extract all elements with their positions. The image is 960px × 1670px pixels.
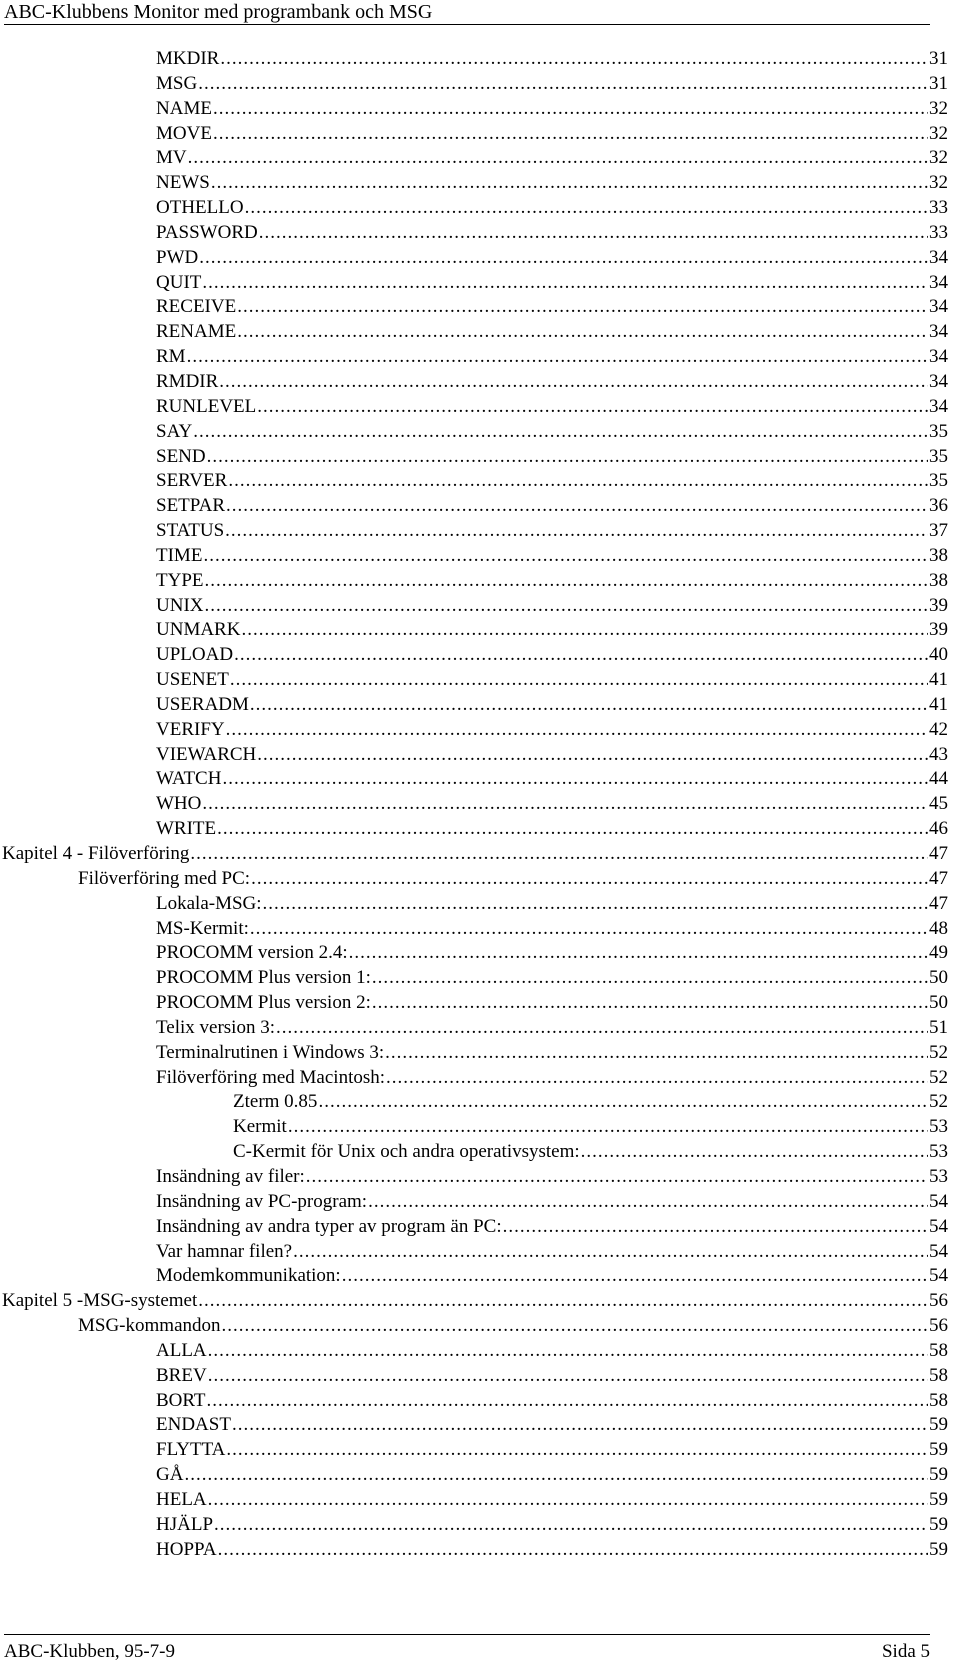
toc-entry-page: 54 [929, 1265, 948, 1287]
toc-entry-title: USERADM [156, 693, 249, 715]
toc-entry-title: C-Kermit för Unix och andra operativsystem: [233, 1141, 580, 1163]
toc-entry-page: 46 [929, 818, 948, 840]
toc-entry-page: 32 [929, 172, 948, 194]
toc-entry-title: Insändning av filer: [156, 1165, 305, 1187]
toc-entry-title: ALLA [156, 1339, 207, 1361]
toc-dot-leader [232, 1412, 928, 1437]
toc-entry[interactable] [0, 518, 948, 543]
toc-entry[interactable] [0, 369, 948, 394]
toc-entry[interactable] [0, 1437, 948, 1462]
toc-entry[interactable] [0, 742, 948, 767]
toc-entry[interactable] [0, 1239, 948, 1264]
toc-entry-title: TYPE [156, 569, 204, 591]
toc-dot-leader [213, 121, 928, 146]
toc-entry-title: FLYTTA [156, 1439, 226, 1461]
toc-entry-title: RMDIR [156, 370, 219, 392]
toc-dot-leader [318, 1089, 928, 1114]
toc-entry-page: 36 [929, 495, 948, 517]
toc-entry-page: 42 [929, 718, 948, 740]
toc-entry[interactable] [0, 1263, 948, 1288]
toc-entry[interactable] [0, 642, 948, 667]
toc-entry-title: Insändning av PC-program: [156, 1190, 368, 1212]
toc-dot-leader [220, 46, 928, 71]
toc-entry[interactable] [0, 1214, 948, 1239]
toc-entry[interactable] [0, 692, 948, 717]
toc-dot-leader [257, 394, 928, 419]
toc-entry[interactable] [0, 270, 948, 295]
toc-entry[interactable] [0, 1040, 948, 1065]
toc-entry-page: 56 [929, 1315, 948, 1337]
toc-entry[interactable] [0, 916, 948, 941]
toc-entry-page: 38 [929, 569, 948, 591]
toc-dot-leader [372, 965, 928, 990]
toc-entry[interactable] [0, 294, 948, 319]
toc-entry-page: 34 [929, 271, 948, 293]
toc-entry-page: 59 [929, 1513, 948, 1535]
toc-dot-leader [205, 568, 929, 593]
toc-entry-page: 58 [929, 1339, 948, 1361]
toc-entry-title: OTHELLO [156, 197, 244, 219]
toc-entry-page: 50 [929, 992, 948, 1014]
footer-page-number: Sida 5 [881, 1641, 930, 1662]
toc-entry-page: 33 [929, 221, 948, 243]
toc-dot-leader [219, 369, 928, 394]
toc-entry-page: 34 [929, 246, 948, 268]
toc-entry-title: NAME [156, 97, 212, 119]
toc-entry-page: 54 [929, 1190, 948, 1212]
toc-entry-title: Modemkommunikation: [156, 1265, 341, 1287]
toc-entry-title: WRITE [156, 818, 217, 840]
toc-entry-title: PASSWORD [156, 221, 258, 243]
page-footer [4, 1634, 930, 1662]
table-of-contents [0, 46, 948, 1561]
toc-dot-leader [245, 195, 928, 220]
toc-entry-title: UNMARK [156, 619, 241, 641]
toc-entry-page: 32 [929, 97, 948, 119]
toc-entry[interactable] [0, 543, 948, 568]
toc-dot-leader [218, 1537, 928, 1562]
toc-entry[interactable] [0, 419, 948, 444]
toc-dot-leader [225, 518, 928, 543]
toc-entry-title: SETPAR [156, 495, 225, 517]
toc-entry-title: Lokala-MSG: [156, 892, 262, 914]
toc-dot-leader [251, 866, 928, 891]
toc-entry-page: 45 [929, 793, 948, 815]
toc-entry-title: PWD [156, 246, 199, 268]
toc-entry-title: Filöverföring med Macintosh: [156, 1066, 386, 1088]
toc-dot-leader [234, 642, 928, 667]
toc-entry[interactable] [0, 1139, 948, 1164]
toc-entry[interactable] [0, 990, 948, 1015]
toc-dot-leader [198, 71, 928, 96]
toc-dot-leader [188, 145, 928, 170]
toc-dot-leader [263, 891, 928, 916]
toc-entry-page: 34 [929, 370, 948, 392]
toc-entry-page: 47 [929, 892, 948, 914]
toc-entry[interactable] [0, 1065, 948, 1090]
toc-entry-page: 53 [929, 1165, 948, 1187]
toc-entry-page: 39 [929, 594, 948, 616]
toc-entry-title: ENDAST [156, 1414, 231, 1436]
toc-dot-leader [306, 1164, 928, 1189]
toc-entry-page: 50 [929, 967, 948, 989]
toc-dot-leader [226, 493, 928, 518]
toc-dot-leader [222, 766, 928, 791]
toc-entry[interactable] [0, 568, 948, 593]
toc-entry-title: MV [156, 147, 187, 169]
toc-entry-title: BREV [156, 1364, 207, 1386]
toc-entry[interactable] [0, 344, 948, 369]
toc-entry[interactable] [0, 1512, 948, 1537]
toc-dot-leader [198, 1288, 928, 1313]
toc-entry-page: 32 [929, 122, 948, 144]
toc-entry-title: MKDIR [156, 48, 220, 69]
toc-entry-page: 34 [929, 346, 948, 368]
toc-dot-leader [349, 940, 928, 965]
toc-dot-leader [581, 1139, 928, 1164]
footer-date: ABC-Klubben, 95-7-9 [4, 1641, 175, 1662]
toc-entry-page: 41 [929, 669, 948, 691]
toc-entry[interactable] [0, 145, 948, 170]
toc-entry-title: PROCOMM Plus version 1: [156, 967, 371, 989]
toc-entry[interactable] [0, 170, 948, 195]
toc-entry-page: 41 [929, 693, 948, 715]
toc-entry-page: 35 [929, 420, 948, 442]
toc-dot-leader [259, 220, 928, 245]
toc-dot-leader [190, 841, 928, 866]
toc-entry-title: RECEIVE [156, 296, 237, 318]
toc-entry-page: 47 [929, 843, 948, 864]
toc-entry[interactable] [0, 717, 948, 742]
toc-dot-leader [226, 1437, 928, 1462]
toc-entry-page: 59 [929, 1538, 948, 1560]
toc-entry[interactable] [0, 1288, 948, 1313]
toc-entry-title: PROCOMM version 2.4: [156, 942, 348, 964]
toc-entry[interactable] [0, 1313, 948, 1338]
toc-entry-page: 38 [929, 544, 948, 566]
toc-entry[interactable] [0, 245, 948, 270]
toc-entry-title: UNIX [156, 594, 204, 616]
toc-dot-leader [208, 1487, 928, 1512]
toc-dot-leader [237, 294, 928, 319]
toc-entry-title: WHO [156, 793, 202, 815]
document-title: ABC-Klubbens Monitor med programbank och MSG [4, 1, 433, 23]
toc-entry-title: Filöverföring med PC: [78, 867, 251, 889]
toc-entry-title: HELA [156, 1488, 207, 1510]
toc-entry-page: 37 [929, 520, 948, 542]
toc-dot-leader [202, 791, 928, 816]
toc-dot-leader [288, 1114, 928, 1139]
toc-dot-leader [257, 742, 928, 767]
toc-dot-leader [184, 1462, 928, 1487]
toc-entry[interactable] [0, 394, 948, 419]
toc-entry[interactable] [0, 940, 948, 965]
toc-entry-page: 43 [929, 743, 948, 765]
toc-entry-page: 39 [929, 619, 948, 641]
toc-entry-page: 59 [929, 1488, 948, 1510]
toc-entry-title: Kapitel 4 - Filöverföring [2, 843, 190, 864]
toc-entry[interactable] [0, 444, 948, 469]
toc-entry[interactable] [0, 220, 948, 245]
toc-entry-page: 44 [929, 768, 948, 790]
toc-dot-leader [213, 96, 928, 121]
toc-entry-page: 31 [929, 72, 948, 94]
toc-entry-page: 54 [929, 1215, 948, 1237]
toc-entry-title: Telix version 3: [156, 1016, 275, 1038]
toc-entry-title: STATUS [156, 520, 225, 542]
toc-dot-leader [386, 1065, 928, 1090]
toc-entry-title: NEWS [156, 172, 210, 194]
toc-entry[interactable] [0, 46, 948, 71]
toc-dot-leader [211, 170, 928, 195]
toc-entry[interactable] [0, 121, 948, 146]
toc-entry-title: Zterm 0.85 [233, 1091, 318, 1113]
toc-entry-title: PROCOMM Plus version 2: [156, 992, 371, 1014]
toc-entry-page: 58 [929, 1364, 948, 1386]
toc-entry-title: MS-Kermit: [156, 917, 249, 939]
toc-dot-leader [250, 916, 928, 941]
toc-dot-leader [342, 1263, 928, 1288]
toc-entry-page: 53 [929, 1141, 948, 1163]
toc-entry[interactable] [0, 1114, 948, 1139]
toc-entry-page: 58 [929, 1389, 948, 1411]
toc-dot-leader [368, 1189, 928, 1214]
toc-entry-page: 52 [929, 1041, 948, 1063]
toc-entry-page: 51 [929, 1016, 948, 1038]
toc-dot-leader [187, 344, 928, 369]
toc-entry-title: QUIT [156, 271, 202, 293]
toc-entry-page: 56 [929, 1290, 948, 1312]
toc-entry-title: MSG-kommandon [78, 1315, 221, 1337]
toc-entry[interactable] [0, 1487, 948, 1512]
toc-entry[interactable] [0, 71, 948, 96]
page-header [4, 0, 930, 25]
toc-entry[interactable] [0, 195, 948, 220]
toc-entry[interactable] [0, 1363, 948, 1388]
toc-entry-page: 34 [929, 321, 948, 343]
toc-entry-title: VERIFY [156, 718, 225, 740]
toc-dot-leader [293, 1239, 928, 1264]
toc-entry-title: VIEWARCH [156, 743, 257, 765]
toc-entry-title: USENET [156, 669, 229, 691]
toc-entry-title: HJÄLP [156, 1513, 214, 1535]
toc-entry[interactable] [0, 1164, 948, 1189]
toc-entry[interactable] [0, 866, 948, 891]
toc-entry-title: GÅ [156, 1464, 184, 1486]
toc-entry-page: 59 [929, 1439, 948, 1461]
toc-entry-page: 33 [929, 197, 948, 219]
toc-entry-page: 59 [929, 1464, 948, 1486]
toc-dot-leader [203, 543, 928, 568]
toc-dot-leader [237, 319, 928, 344]
toc-entry-title: MSG [156, 72, 198, 94]
toc-dot-leader [208, 1338, 928, 1363]
toc-dot-leader [250, 692, 928, 717]
toc-entry-page: 31 [929, 48, 948, 69]
toc-dot-leader [202, 270, 928, 295]
toc-entry-title: SERVER [156, 470, 228, 492]
toc-entry-title: BORT [156, 1389, 206, 1411]
toc-dot-leader [385, 1040, 928, 1065]
toc-entry[interactable] [0, 319, 948, 344]
toc-dot-leader [241, 617, 928, 642]
toc-entry-page: 59 [929, 1414, 948, 1436]
toc-entry[interactable] [0, 1412, 948, 1437]
toc-entry-page: 47 [929, 867, 948, 889]
toc-entry-page: 34 [929, 296, 948, 318]
toc-entry-title: UPLOAD [156, 644, 234, 666]
toc-entry-page: 53 [929, 1116, 948, 1138]
toc-entry-page: 52 [929, 1066, 948, 1088]
toc-entry[interactable] [0, 493, 948, 518]
toc-entry-page: 49 [929, 942, 948, 964]
toc-entry[interactable] [0, 1338, 948, 1363]
toc-dot-leader [226, 717, 928, 742]
toc-dot-leader [228, 468, 928, 493]
toc-entry[interactable] [0, 593, 948, 618]
toc-entry-title: Terminalrutinen i Windows 3: [156, 1041, 385, 1063]
toc-entry-page: 52 [929, 1091, 948, 1113]
toc-entry-page: 35 [929, 445, 948, 467]
toc-dot-leader [222, 1313, 929, 1338]
toc-dot-leader [208, 1363, 928, 1388]
toc-entry[interactable] [0, 96, 948, 121]
toc-entry-page: 40 [929, 644, 948, 666]
toc-entry-page: 54 [929, 1240, 948, 1262]
toc-entry[interactable] [0, 816, 948, 841]
toc-dot-leader [193, 419, 928, 444]
toc-dot-leader [205, 593, 929, 618]
toc-entry[interactable] [0, 965, 948, 990]
toc-entry-title: MOVE [156, 122, 212, 144]
toc-entry[interactable] [0, 841, 948, 866]
toc-entry[interactable] [0, 617, 948, 642]
toc-entry-title: RM [156, 346, 186, 368]
toc-entry[interactable] [0, 1388, 948, 1413]
toc-entry-title: RENAME [156, 321, 237, 343]
toc-entry-title: TIME [156, 544, 203, 566]
toc-entry-title: WATCH [156, 768, 222, 790]
toc-dot-leader [230, 667, 928, 692]
toc-entry-title: Kapitel 5 -MSG-systemet [2, 1290, 198, 1312]
toc-entry-title: Kermit [233, 1116, 287, 1138]
toc-entry-page: 34 [929, 395, 948, 417]
toc-dot-leader [199, 245, 928, 270]
toc-entry-page: 48 [929, 917, 948, 939]
toc-entry-title: RUNLEVEL [156, 395, 257, 417]
toc-dot-leader [214, 1512, 928, 1537]
toc-entry-title: HOPPA [156, 1538, 217, 1560]
toc-entry[interactable] [0, 1089, 948, 1114]
toc-dot-leader [503, 1214, 928, 1239]
toc-entry-title: SEND [156, 445, 206, 467]
toc-entry[interactable] [0, 1189, 948, 1214]
toc-entry[interactable] [0, 1462, 948, 1487]
toc-entry[interactable] [0, 766, 948, 791]
toc-entry[interactable] [0, 891, 948, 916]
toc-entry-page: 32 [929, 147, 948, 169]
toc-entry[interactable] [0, 468, 948, 493]
toc-entry-title: Var hamnar filen? [156, 1240, 293, 1262]
toc-entry[interactable] [0, 791, 948, 816]
toc-entry-page: 35 [929, 470, 948, 492]
toc-entry-title: Insändning av andra typer av program än PC: [156, 1215, 502, 1237]
toc-entry[interactable] [0, 1537, 948, 1562]
toc-entry[interactable] [0, 1015, 948, 1040]
toc-dot-leader [207, 1388, 928, 1413]
toc-dot-leader [372, 990, 928, 1015]
toc-entry-title: SAY [156, 420, 193, 442]
toc-dot-leader [217, 816, 928, 841]
toc-entry[interactable] [0, 667, 948, 692]
toc-dot-leader [207, 444, 928, 469]
toc-dot-leader [276, 1015, 928, 1040]
